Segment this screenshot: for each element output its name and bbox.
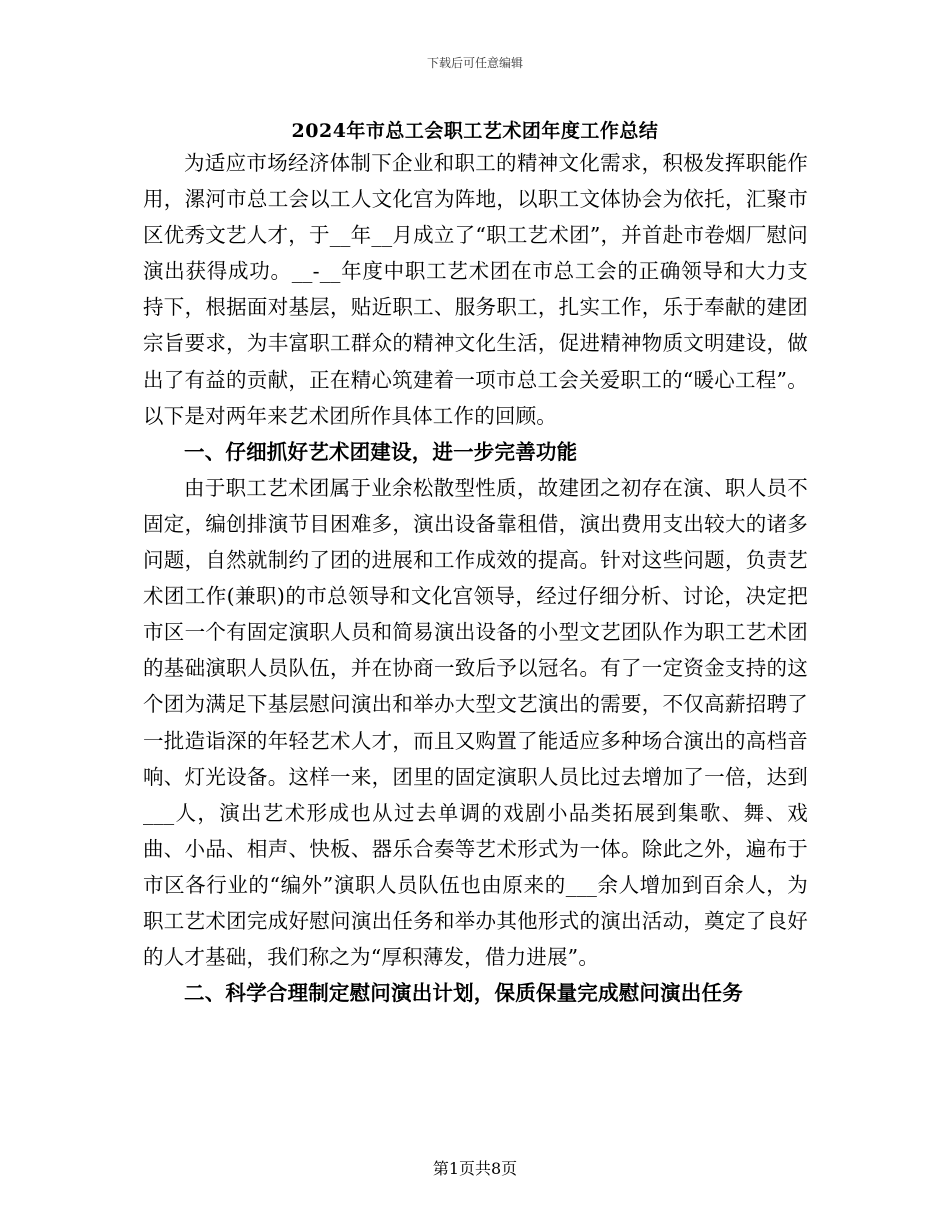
section-heading-1: 一、仔细抓好艺术团建设，进一步完善功能 (184, 439, 578, 464)
paragraph-intro: 为适应市场经济体制下企业和职工的精神文化需求，积极发挥职能作用，漯河市总工会以工人文化宫为阵地，以职工文体协会为依托，汇聚市区优秀文艺人才，于__年__月成立了“职工艺术团”，并首赴市卷烟厂慰问演出获得成功。__-__年度中职工艺术团在市总工会的正确领导和大力支持下，根据面对基层，贴近职工、服务职工，扎实工作，乐于奉献的建团宗旨要求，为丰富职工群众的精神文化生活，促进精神物质文明建设，做出了有益的贡献，正在精心筑建着一项市总工会关爱职工的“暖心工程”。以下是对两年来艺术团所作具体工作的回顾。 (143, 151, 808, 428)
section-heading-2: 二、科学合理制定慰问演出计划，保质保量完成慰问演出任务 (184, 981, 743, 1006)
paragraph-section-1: 由于职工艺术团属于业余松散型性质，故建团之初存在演、职人员不固定，编创排演节目困难多，演出设备靠租借，演出费用支出较大的诸多问题，自然就制约了团的进展和工作成效的提高。针对这些问题，负责艺术团工作(兼职)的市总领导和文化宫领导，经过仔细分析、讨论，决定把市区一个有固定演职人员和简易演出设备的小型文艺团队作为职工艺术团的基础演职人员队伍，并在协商一致后予以冠名。有了一定资金支持的这个团为满足下基层慰问演出和举办大型文艺演出的需要，不仅高薪招聘了一批造诣深的年轻艺术人才，而且又购置了能适应多种场合演出的高档音响、灯光设备。这样一来，团里的固定演职人员比过去增加了一倍，达到___人，演出艺术形成也从过去单调的戏剧小品类拓展到集歌、舞、戏曲、小品、相声、快板、器乐合奏等艺术形式为一体。除此之外，遍布于市区各行业的“编外”演职人员队伍也由原来的___余人增加到百余人，为职工艺术团完成好慰问演出任务和举办其他形式的演出活动，奠定了良好的人才基础，我们称之为“厚积薄发，借力进展”。 (143, 475, 808, 970)
document-title: 2024年市总工会职工艺术团年度工作总结 (291, 120, 659, 142)
header-note: 下载后可任意编辑 (426, 56, 523, 70)
page-number: 第1页共8页 (432, 1159, 518, 1178)
document-body (143, 145, 808, 1011)
